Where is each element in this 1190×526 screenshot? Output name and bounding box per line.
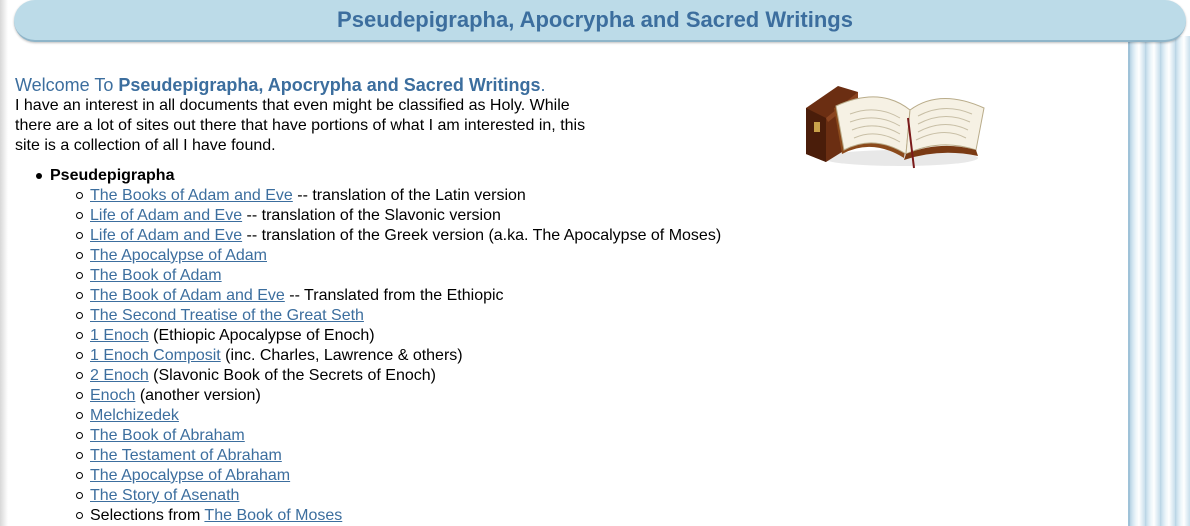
list-item	[90, 186, 1100, 206]
item-prefix: Selections from	[90, 507, 205, 524]
list-item	[90, 226, 1100, 246]
item-description: (inc. Charles, Lawrence & others)	[220, 347, 463, 364]
intro-text: I have an interest in all documents that even might be classified as Holy. While there are a lot of sites out there that have portions of what I am interested in, this site is a collection of all I have found.	[15, 97, 586, 154]
bullet-circle-icon	[76, 252, 83, 259]
item-description: -- Translated from the Ethiopic	[284, 287, 504, 304]
bullet-circle-icon	[76, 492, 83, 499]
document-link[interactable]: 1 Enoch Composit	[90, 347, 221, 364]
page-title: Pseudepigrapha, Apocrypha and Sacred Writings	[337, 7, 853, 32]
bullet-circle-icon	[76, 512, 83, 519]
bullet-circle-icon	[76, 212, 83, 219]
bullet-circle-icon	[76, 272, 83, 279]
bullet-circle-icon	[76, 292, 83, 299]
list-item	[90, 326, 1100, 346]
bullet-circle-icon	[76, 472, 83, 479]
item-description: -- translation of the Greek version (a.ka. The Apocalypse of Moses)	[242, 227, 722, 244]
document-link[interactable]: The Story of Asenath	[90, 487, 240, 504]
document-link[interactable]: The Book of Adam and Eve	[90, 287, 285, 304]
list-item	[90, 306, 1100, 326]
open-book-icon	[800, 78, 990, 170]
document-link[interactable]: Enoch	[90, 387, 136, 404]
right-decorative-border	[1128, 36, 1190, 526]
document-link[interactable]: The Book of Abraham	[90, 427, 245, 444]
content-list	[0, 166, 1100, 526]
intro-section	[15, 74, 615, 156]
bullet-circle-icon	[76, 312, 83, 319]
bullet-circle-icon	[76, 452, 83, 459]
list-item	[90, 366, 1100, 386]
document-link[interactable]: The Apocalypse of Abraham	[90, 467, 291, 484]
bullet-circle-icon	[76, 392, 83, 399]
list-item	[90, 446, 1100, 466]
section-title: Pseudepigrapha	[50, 167, 175, 184]
section-list	[0, 166, 1100, 526]
list-item	[90, 266, 1100, 286]
list-item	[90, 246, 1100, 266]
list-item	[90, 426, 1100, 446]
document-link[interactable]: 2 Enoch	[90, 367, 149, 384]
list-item	[90, 466, 1100, 486]
site-name: Pseudepigrapha, Apocrypha and Sacred Writings	[118, 75, 541, 95]
item-description: -- translation of the Latin version	[292, 187, 526, 204]
list-item	[90, 346, 1100, 366]
document-link[interactable]: 1 Enoch	[90, 327, 149, 344]
document-link[interactable]: The Second Treatise of the Great Seth	[90, 307, 364, 324]
section-pseudepigrapha	[50, 166, 1100, 526]
item-description: (Ethiopic Apocalypse of Enoch)	[148, 327, 375, 344]
bullet-circle-icon	[76, 432, 83, 439]
item-description: (Slavonic Book of the Secrets of Enoch)	[148, 367, 436, 384]
bullet-circle-icon	[76, 352, 83, 359]
document-link[interactable]: The Book of Adam	[90, 267, 222, 284]
bullet-circle-icon	[76, 232, 83, 239]
list-item	[90, 286, 1100, 306]
welcome-prefix: Welcome To	[15, 75, 119, 95]
list-item	[90, 206, 1100, 226]
list-item	[90, 506, 1100, 526]
document-link[interactable]: The Testament of Abraham	[90, 447, 282, 464]
list-item	[90, 486, 1100, 506]
document-list	[50, 186, 1100, 526]
bullet-circle-icon	[76, 192, 83, 199]
bullet-disc-icon	[36, 173, 42, 179]
document-link[interactable]: Life of Adam and Eve	[90, 227, 243, 244]
list-item	[90, 386, 1100, 406]
document-link[interactable]: The Apocalypse of Adam	[90, 247, 267, 264]
item-description: -- translation of the Slavonic version	[242, 207, 501, 224]
bullet-circle-icon	[76, 412, 83, 419]
open-book-image	[800, 78, 990, 170]
document-link[interactable]: The Books of Adam and Eve	[90, 187, 293, 204]
bullet-circle-icon	[76, 332, 83, 339]
bullet-circle-icon	[76, 372, 83, 379]
document-link[interactable]: Melchizedek	[90, 407, 179, 424]
welcome-suffix: .	[540, 75, 546, 95]
list-item	[90, 406, 1100, 426]
item-description: (another version)	[135, 387, 261, 404]
welcome-line	[15, 74, 615, 96]
document-link[interactable]: The Book of Moses	[204, 507, 343, 524]
header-banner	[14, 0, 1186, 42]
document-link[interactable]: Life of Adam and Eve	[90, 207, 243, 224]
